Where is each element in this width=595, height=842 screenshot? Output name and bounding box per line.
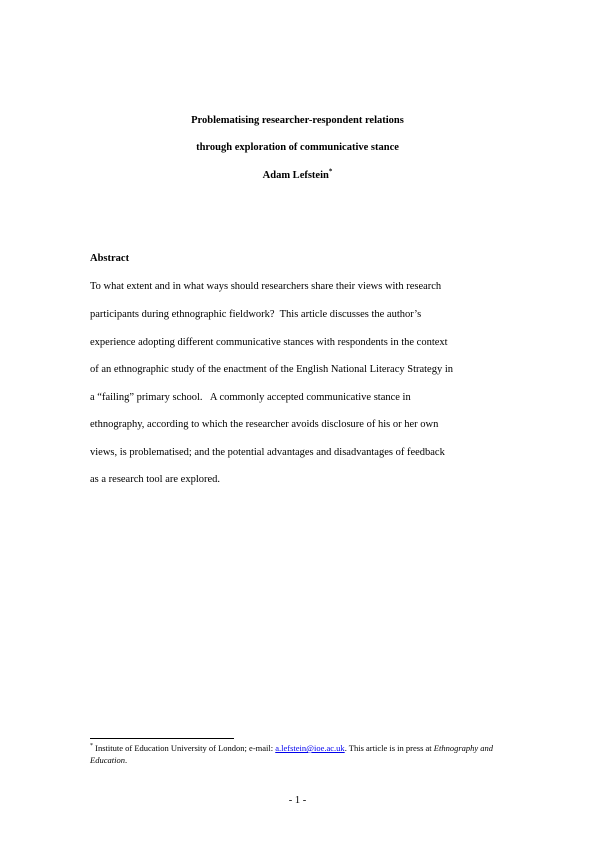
author-name: Adam Lefstein (262, 170, 329, 181)
footnote-end: . (124, 755, 128, 765)
footnote-mark: * (90, 743, 93, 750)
abstract-line: of an ethnographic study of the enactment of the English National Literacy Strategy in (90, 364, 454, 375)
page-number: - 1 - (288, 795, 307, 806)
footnote-separator (90, 738, 234, 739)
abstract-line: a “failing” primary school. A commonly accepted communicative stance in (90, 392, 411, 403)
footnote-affiliation: Institute of Education University of London; e-mail: (93, 743, 276, 753)
footnote-journal: Ethnography and Education (90, 743, 494, 765)
abstract-line: experience adopting different communicative stances with respondents in the context (90, 337, 448, 348)
abstract-line: as a research tool are explored. (90, 474, 221, 485)
paper-title-line-1: Problematising researcher-respondent relations (191, 115, 404, 126)
abstract-line: ethnography, according to which the researcher avoids disclosure of his or her own (90, 419, 439, 430)
abstract-line: To what extent and in what ways should researchers share their views with research (90, 281, 442, 292)
abstract-line: participants during ethnographic fieldwork? This article discusses the author’s (90, 309, 422, 320)
abstract-heading: Abstract (90, 253, 130, 264)
author-footnote-mark: * (328, 167, 333, 176)
footnote-press-note: . This article is in press at (344, 743, 434, 753)
abstract-line: views, is problematised; and the potential advantages and disadvantages of feedback (90, 447, 445, 458)
footnote-email-link[interactable]: a.lefstein@ioe.ac.uk (275, 743, 345, 753)
author-line (0, 169, 595, 183)
paper-title-line-2: through exploration of communicative stance (196, 142, 399, 153)
footnote (90, 742, 510, 766)
